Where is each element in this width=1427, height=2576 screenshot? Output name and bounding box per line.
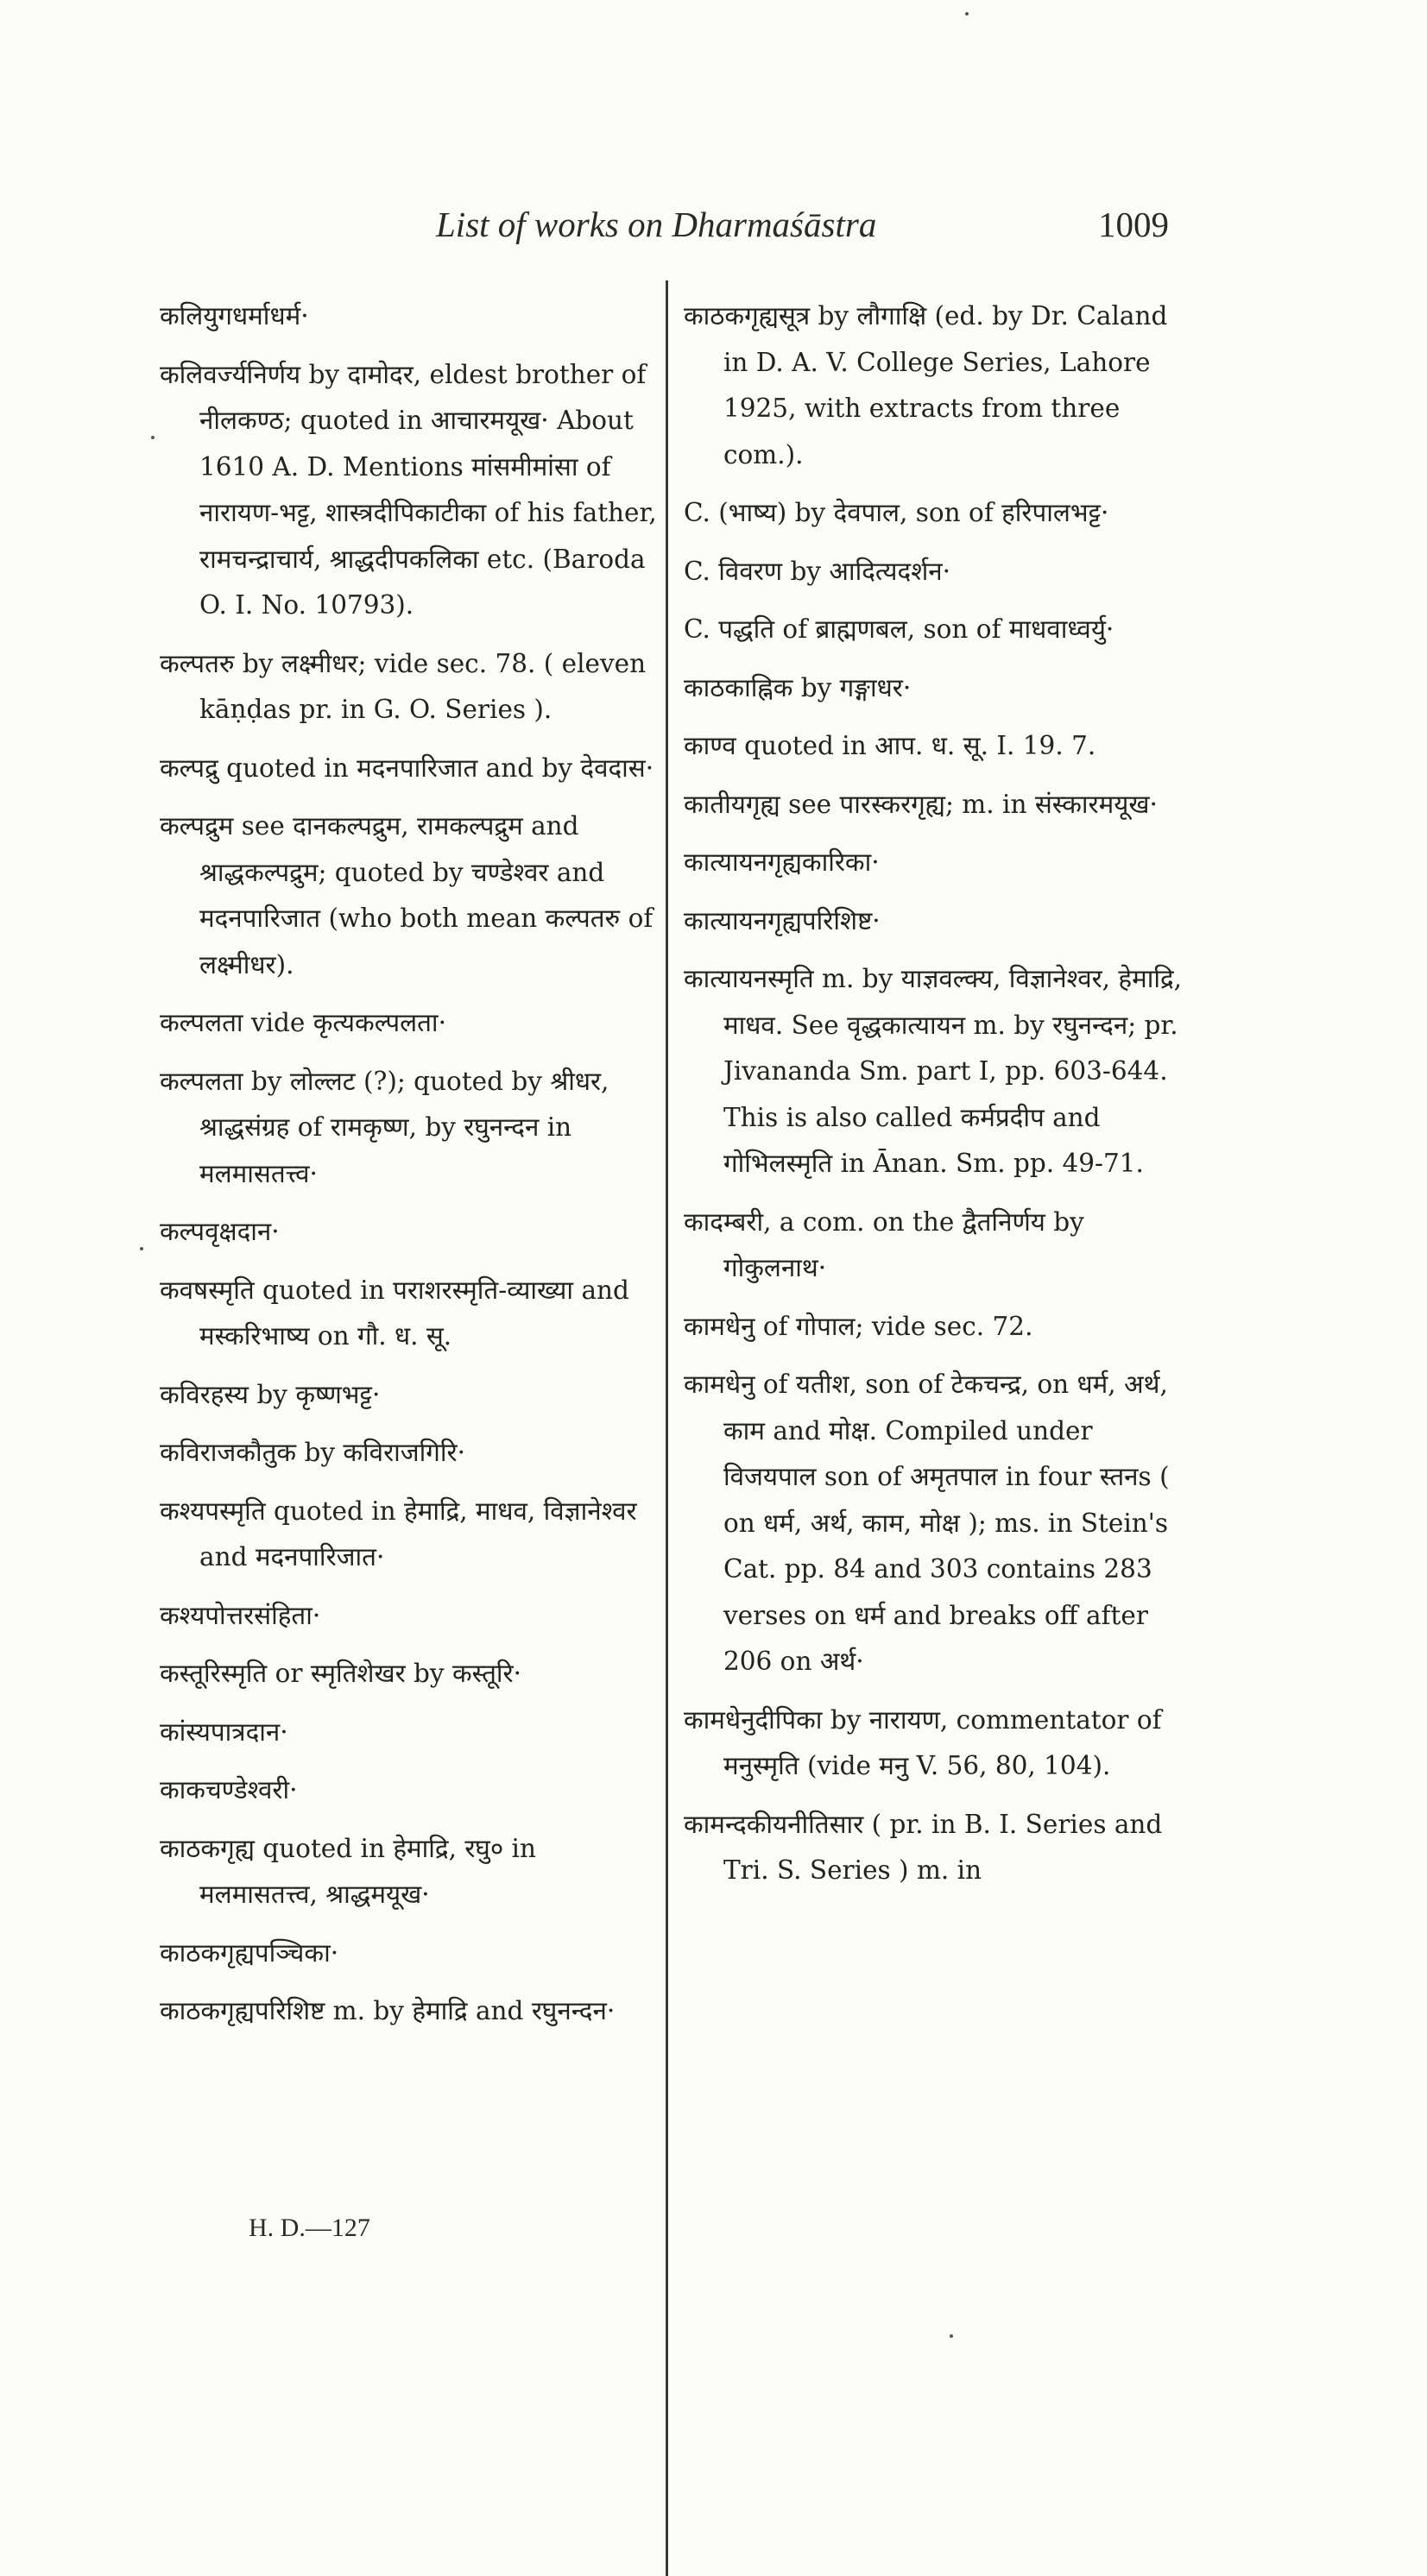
print-speck — [151, 436, 155, 439]
entry: कल्पलता by लोल्लट (?); quoted by श्रीधर, श्राद्धसंग्रह of रामकृष्ण, by रघुनन्दन in मलमासतत्त्व· — [160, 1066, 609, 1188]
entry: कामधेनु of यतीश, son of टेकचन्द्र, on धर्म, अर्थ, काम and मोक्ष. Compiled under विजयपाल son of अमृतपाल in four स्तनs ( on धर्म, अर्थ, काम, मोक्ष ); ms. in Stein's Cat. pp. 84 and 303 contains 283 verses on धर्म and breaks off after 206 on अर्थ· — [684, 1370, 1170, 1676]
print-speck — [965, 12, 969, 16]
entry: कविराजकौतुक by कविराजगिरि· — [160, 1438, 465, 1467]
entry: कल्पलता vide कृत्यकल्पलता· — [160, 1008, 446, 1037]
entry: काकचण्डेश्वरी· — [160, 1775, 298, 1804]
entry: कविरहस्य by कृष्णभट्ट· — [160, 1379, 381, 1409]
print-speck — [950, 2334, 953, 2338]
print-speck — [140, 1247, 143, 1250]
entry: काण्व quoted in आप. ध. सू. I. 19. 7. — [684, 731, 1096, 760]
entry: काठकाह्निक by गङ्गाधर· — [684, 672, 912, 702]
entry: कल्पद्रुम see दानकल्पद्रुम, रामकल्पद्रुम and श्राद्धकल्पद्रुम; quoted by चण्डेश्वर and मदनपारिजात (who both mean कल्पतरु of लक्ष्मीधर). — [160, 811, 654, 979]
entry: कामधेनु of गोपाल; vide sec. 72. — [684, 1311, 1033, 1341]
entry: C. (भाष्य) by देवपाल, son of हरिपालभट्ट· — [684, 498, 1109, 527]
running-title: List of works on Dharmaśāstra — [436, 205, 877, 244]
entry: कामधेनुदीपिका by नारायण, commentator of मनुस्मृति (vide मनु V. 56, 80, 104). — [684, 1704, 1162, 1780]
page-header — [0, 204, 1427, 255]
left-column — [160, 293, 660, 2047]
column-divider — [666, 280, 668, 2576]
entry: कल्पद्रु quoted in मदनपारिजात and by देवदास· — [160, 753, 654, 783]
entry: C. विवरण by आदित्यदर्शन· — [684, 556, 951, 586]
entry: कस्तूरिस्मृति or स्मृतिशेखर by कस्तूरि· — [160, 1659, 522, 1688]
entry: कातीयगृह्य see पारस्करगृह्य; m. in संस्कारमयूख· — [684, 789, 1158, 819]
entry: कल्पतरु by लक्ष्मीधर; vide sec. 78. ( eleven kāṇḍas pr. in G. O. Series ). — [160, 648, 647, 724]
right-column — [684, 293, 1191, 1906]
entry: कादम्बरी, a com. on the द्वैतनिर्णय by गोकुलनाथ· — [684, 1206, 1084, 1282]
entry: काठकगृह्यपञ्चिका· — [160, 1937, 339, 1968]
entry: कश्यपस्मृति quoted in हेमाद्रि, माधव, विज्ञानेश्वर and मदनपारिजात· — [160, 1496, 637, 1571]
entry: C. पद्धति of ब्राह्मणबल, son of माधवाध्वर्यु· — [684, 614, 1114, 644]
entry: कवषस्मृति quoted in पराशरस्मृति-व्याख्या and मस्करिभाष्य on गौ. ध. सू. — [160, 1275, 629, 1351]
entry: कश्यपोत्तरसंहिता· — [160, 1600, 321, 1630]
page-number: 1009 — [1098, 205, 1169, 244]
entry: कलियुगधर्माधर्म· — [160, 301, 309, 331]
entry: काठकगृह्यसूत्र by लौगाक्षि (ed. by Dr. Caland in D. A. V. College Series, Lahore 1925, with extracts from three com.). — [684, 301, 1168, 469]
footer-signature: H. D.—127 — [249, 2214, 370, 2242]
entry: कात्यायनगृह्यकारिका· — [684, 847, 880, 877]
entry: कात्यायनस्मृति m. by याज्ञवल्क्य, विज्ञानेश्वर, हेमाद्रि, माधव. See वृद्धकात्यायन m. by रघुनन्दन; pr. Jivananda Sm. part I, pp. 603-644. This is also called कर्मप्रदीप and गोभिलस्मृति in Ānan. Sm. pp. 49-71. — [684, 964, 1183, 1178]
entry: कामन्दकीयनीतिसार ( pr. in B. I. Series and Tri. S. Series ) m. in — [684, 1809, 1163, 1885]
entry: काठकगृह्यपरिशिष्ट m. by हेमाद्रि and रघुनन्दन· — [160, 1996, 616, 2025]
entry: काठकगृह्य quoted in हेमाद्रि, रघु० in मलमासतत्त्व, श्राद्धमयूख· — [160, 1833, 536, 1909]
entry: कांस्यपात्रदान· — [160, 1716, 288, 1747]
entry: कल्पवृक्षदान· — [160, 1217, 280, 1246]
entry: कलिवर्ज्यनिर्णय by दामोदर, eldest brother of नीलकण्ठ; quoted in आचारमयूख· About 1610 A. D. Mentions मांसमीमांसा of नारायण-भट्ट, शास्त्रदीपिकाटीका of his father, रामचन्द्राचार्य, श्राद्धदीपकलिका etc. (Baroda O. I. No. 10793). — [160, 359, 657, 620]
entry: कात्यायनगृह्यपरिशिष्ट· — [684, 905, 881, 935]
